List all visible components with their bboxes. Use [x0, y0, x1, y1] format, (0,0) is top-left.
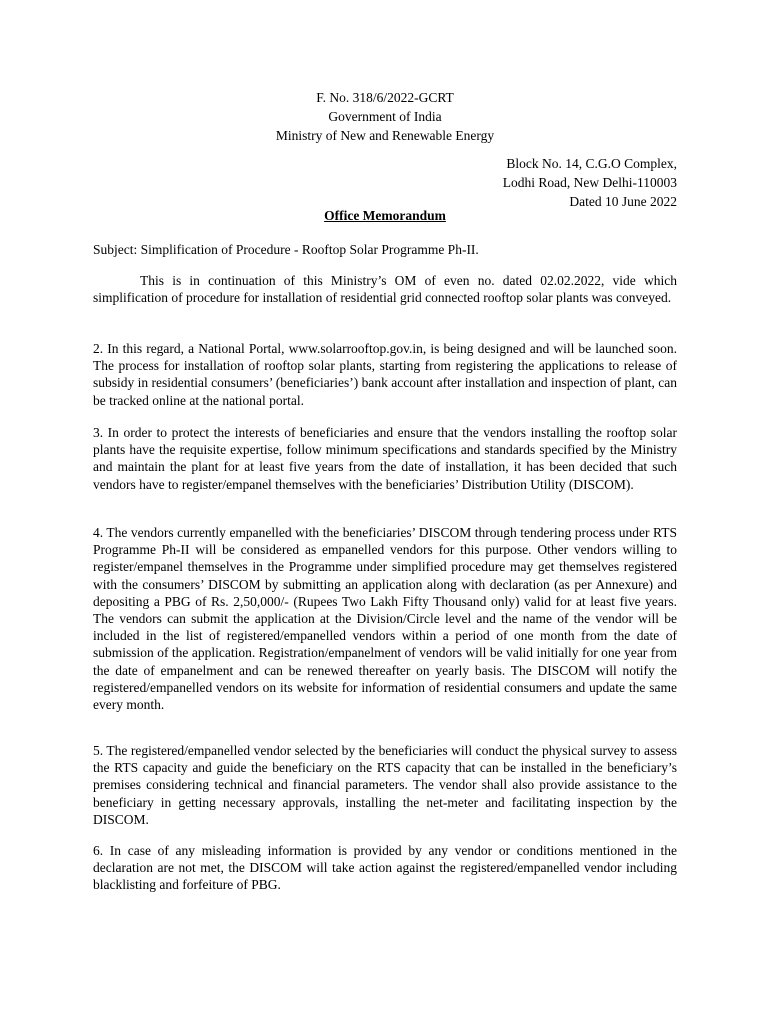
subject-line: Subject: Simplification of Procedure - Rooftop Solar Programme Ph-II. — [93, 242, 479, 257]
memo-title: Office Memorandum — [324, 208, 446, 223]
paragraph-6: 6. In case of any misleading information is provided by any vendor or conditions mentioned in the declaration are not met, the DISCOM will take action against the registered/empanelled vendor including blacklisting and forfeiture of PBG. — [93, 843, 677, 893]
government-name: Government of India — [328, 109, 442, 124]
address-line-1: Block No. 14, C.G.O Complex, — [506, 156, 677, 171]
file-number: F. No. 318/6/2022-GCRT — [316, 90, 454, 105]
paragraph-2: 2. In this regard, a National Portal, www.solarrooftop.gov.in, is being designed and will be launched soon. The process for installation of rooftop solar plants, starting from registering the applications to release of subsidy in residential consumers’ (beneficiaries’) bank account after installation and inspection of plant, can be tracked online at the national portal. — [93, 341, 677, 408]
paragraph-3: 3. In order to protect the interests of beneficiaries and ensure that the vendors installing the rooftop solar plants have the requisite expertise, follow minimum specifications and standards specified by the Ministry and maintain the plant for at least five years from the date of installation, it has been decided that such vendors have to register/empanel themselves with the beneficiaries’ Distribution Utility (DISCOM). — [93, 425, 677, 492]
document-date: Dated 10 June 2022 — [569, 194, 677, 209]
address-line-2: Lodhi Road, New Delhi-110003 — [502, 175, 677, 190]
document-header — [0, 88, 770, 145]
ministry-name: Ministry of New and Renewable Energy — [275, 128, 495, 143]
paragraph-4: 4. The vendors currently empanelled with the beneficiaries’ DISCOM through tendering process under RTS Programme Ph-II will be considered as empanelled vendors for this purpose. Other vendors willing to register/empanel themselves in the Programme under simplified procedure may get themselves registered with the consumers’ DISCOM by submitting an application along with declaration (as per Annexure) and depositing a PBG of Rs. 2,50,000/- (Rupees Two Lakh Fifty Thousand only) valid for at least five years. The vendors can submit the application at the Division/Circle level and the name of the vendor will be included in the list of registered/empanelled vendors within a period of one month from the date of submission of the application. Registration/empanelment of vendors will be valid initially for one year from the date of empanelment and can be renewed thereafter on yearly basis. The DISCOM will notify the registered/empanelled vendors on its website for information of residential consumers and update the same every month. — [93, 525, 677, 713]
paragraph-5: 5. The registered/empanelled vendor selected by the beneficiaries will conduct the physical survey to assess the RTS capacity and guide the beneficiary on the RTS capacity that can be installed in the beneficiary’s premises considering technical and financial parameters. The vendor shall also provide assistance to the beneficiary in getting necessary approvals, installing the net-meter and facilitating inspection by the DISCOM. — [93, 743, 677, 827]
paragraph-1: This is in continuation of this Ministry’s OM of even no. dated 02.02.2022, vide which simplification of procedure for installation of residential grid connected rooftop solar plants was conveyed. — [93, 273, 677, 306]
address-block — [503, 154, 677, 211]
